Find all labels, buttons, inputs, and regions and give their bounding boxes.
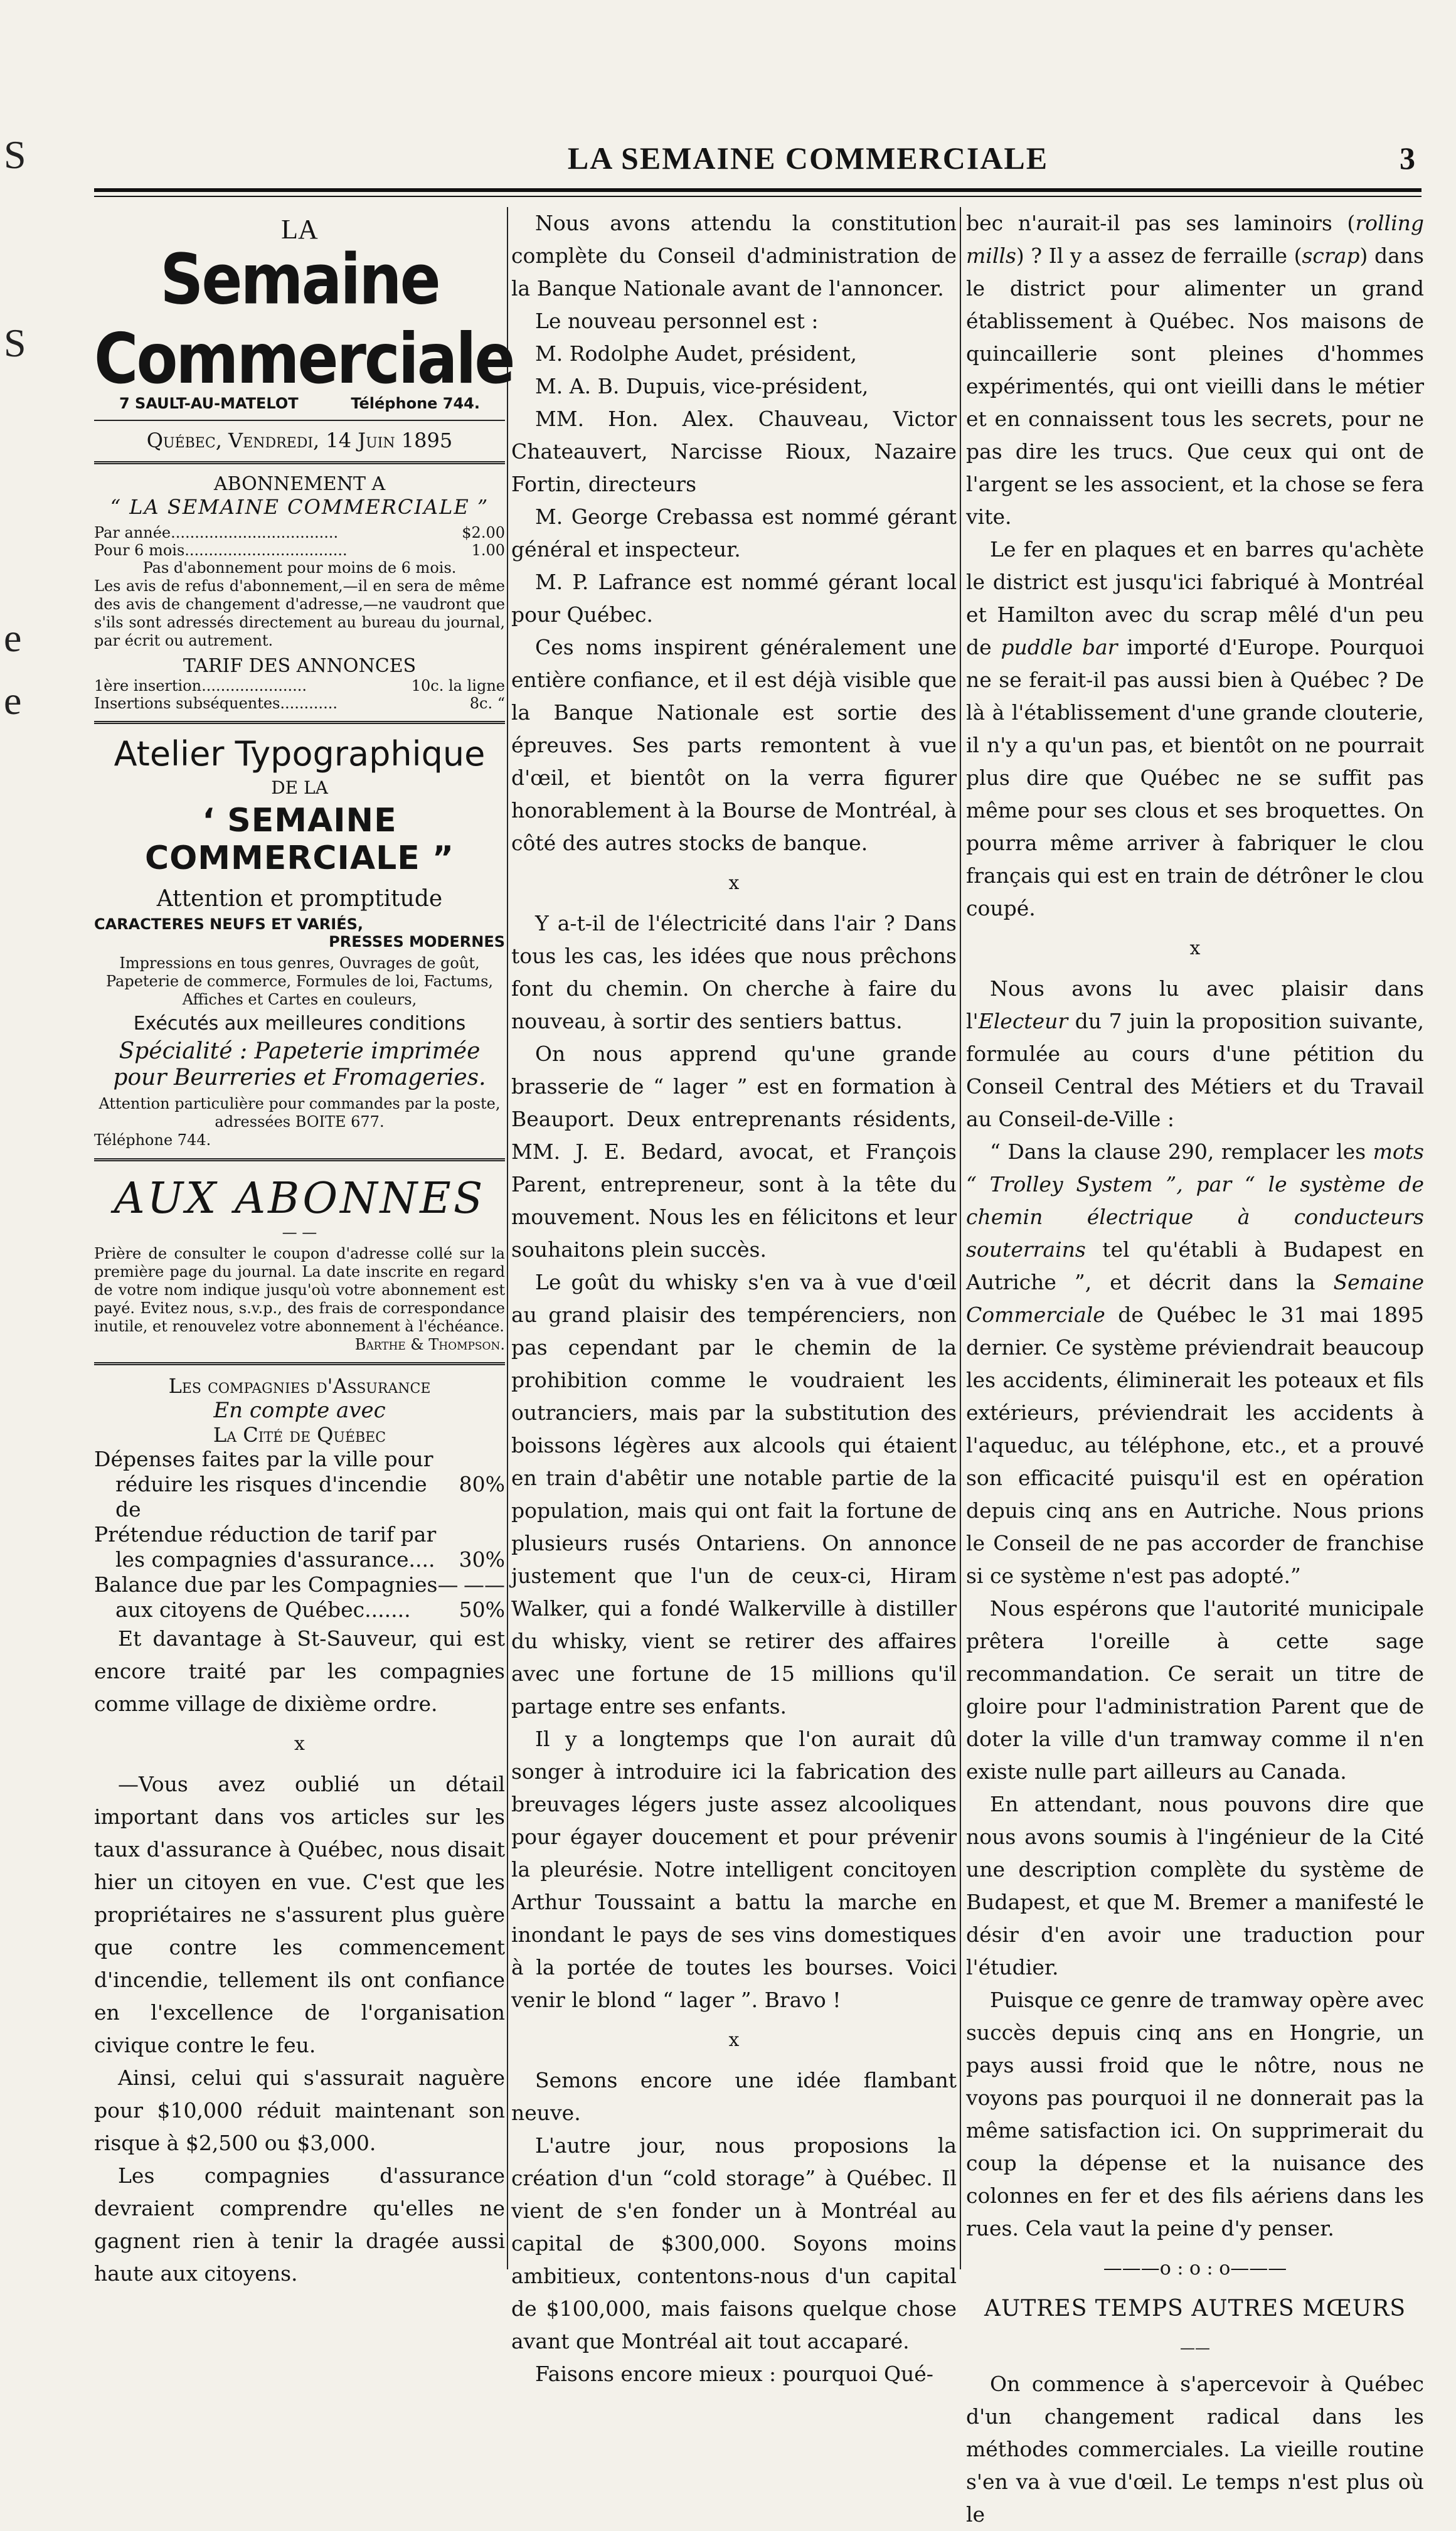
divider — [94, 461, 505, 464]
edge-mark-2: S — [4, 321, 26, 365]
divider — [94, 721, 505, 724]
column-left — [94, 207, 514, 2290]
divider — [94, 420, 505, 421]
aux-abonnes-text: Prière de consulter le coupon d'adresse collé sur la première page du journal. La date inscrite en regard de votre nom indique jusqu'où votre abonnement est payé. Evitez nous, s.v.p., des frais de correspondance inutile, et renouvelez votre abonnement à l'échéance. — [94, 1245, 505, 1335]
subscription-prices — [94, 524, 505, 559]
paragraph: Faisons encore mieux : pourquoi Qué- — [535, 2362, 933, 2386]
paragraph: On commence à s'apercevoir à Québec d'un changement radical dans les méthodes commerciales. La vieille routine s'en va à vue d'œil. Le temps n'est plus où le — [966, 2372, 1424, 2527]
paragraph: On nous apprend qu'une grande brasserie de “ lager ” est en formation à Beauport. Deux entreprenants résidents, MM. J. E. Bedard, avocat, et François Parent, entrepreneur, sont à la tête du mouvement. Nous les en félicitons et leur souhaitons plein succès. — [511, 1042, 957, 1262]
ad-rate-label: 1ère insertion...................... — [94, 677, 307, 695]
paragraph: Le goût du whisky s'en va à vue d'œil au grand plaisir des tempérenciers, non pas cependant par le chemin de la prohibition comme le voudraient les outranciers, mais par la substitution des boissons légères aux alcools qui étaient en train d'abêtir une notable partie de la population, mais qui ont fait la fortune de plusieurs rusés Ontariens. On annonce justement que l'un de ceux-ci, Hiram Walker, qui a fondé Walkerville à distiller du whisky, vient se retirer des affaires avec une fortune de 15 millions qu'il partage entre ses enfants. — [511, 1270, 957, 1718]
masthead-address: 7 SAULT-AU-MATELOT — [119, 395, 299, 412]
insurance-label: réduire les risques d'incendie de — [115, 1472, 427, 1521]
divider — [94, 1362, 505, 1365]
paragraph: M. George Crebassa est nommé gérant général et inspecteur. — [511, 504, 957, 562]
ad-rate-row — [94, 695, 505, 712]
paragraph: Nous espérons que l'autorité municipale prêtera l'oreille à cette sage recommandation. Ce serait un titre de gloire pour l'administration Parent que de doter la ville d'un tramway comme il n'en existe nulle part ailleurs au Canada. — [966, 1596, 1424, 1784]
separator-x: x — [728, 872, 740, 894]
price-value: $2.00 — [462, 524, 505, 541]
column-rule-1 — [507, 207, 508, 2269]
paragraph: Il y a longtemps que l'on aurait dû songer à introduire ici la fabrication des breuvages légers juste assez alcooliques pour égayer doucement et pour prévenir la pleurésie. Notre intelligent concitoyen Arthur Toussaint a battu la marche en inondant le pays de ses vins domestiques à la portée de toutes les bourses. Voici venir le blond “ lager ”. Bravo ! — [511, 1727, 957, 2012]
column-right — [966, 207, 1424, 2531]
paragraph: bec n'aurait-il pas ses laminoirs (rolling mills) ? Il y a assez de ferraille (scrap) dans le district pour alimenter un grand établissement à Québec. Nos maisons de quincaillerie sont pleines d'hommes expérimentés, qui ont vieilli dans le métier et en connaissent tous les secrets, pour ne pas dire les trucs. Que ceux qui ont de l'argent se les associent, et la chose se fera vite. — [966, 211, 1424, 529]
edge-mark-3: e — [4, 615, 22, 660]
atelier-impressions: Impressions en tous genres, Ouvrages de goût, Papeterie de commerce, Formules de loi, Factums, Affiches et Cartes en couleurs, — [105, 954, 494, 1008]
paragraph: M. P. Lafrance est nommé gérant local pour Québec. — [511, 570, 957, 627]
paragraph: Nous avons lu avec plaisir dans l'Electeur du 7 juin la proposition suivante, formulée au cours d'une pétition du Conseil Central des Métiers et du Travail au Conseil-de-Ville : — [966, 976, 1424, 1131]
paragraph: Les compagnies d'assurance devraient comprendre qu'elles ne gagnent rien à tenir la dragée aussi haute aux citoyens. — [94, 2163, 505, 2286]
insurance-row — [94, 1547, 505, 1572]
insurance-value: 50% — [459, 1597, 505, 1622]
page-title: LA SEMAINE COMMERCIALE — [567, 141, 1049, 176]
atelier-name: ‘ SEMAINE COMMERCIALE ” — [144, 802, 455, 877]
atelier-title: Atelier Typographique — [114, 734, 486, 774]
header-rule-thin — [94, 196, 1421, 197]
aux-abonnes-title: AUX ABONNES — [114, 1174, 486, 1223]
insurance-value — [461, 1522, 505, 1547]
paragraph: Semons encore une idée flambant neuve. — [511, 2068, 957, 2125]
paragraph: Nous avons attendu la constitution complète du Conseil d'administration de la Banque Nationale avant de l'annoncer. — [511, 211, 957, 301]
insurance-label: Prétendue réduction de tarif par — [94, 1522, 437, 1547]
subscription-journal: “ LA SEMAINE COMMERCIALE ” — [110, 495, 489, 519]
ad-rates-heading: TARIF DES ANNONCES — [183, 655, 417, 677]
paragraph: M. A. B. Dupuis, vice-président, — [535, 374, 869, 398]
paragraph: En attendant, nous pouvons dire que nous avons soumis à l'ingénieur de la Cité une description complète du système de Budapest, et que M. Bremer a manifesté le désir d'en avoir une traduction pour l'étudier. — [966, 1792, 1424, 1980]
insurance-row — [94, 1522, 505, 1547]
edge-mark-4: e — [4, 678, 22, 723]
paragraph: Ces noms inspirent généralement une entière confiance, et il est déjà visible que la Banque Nationale est sortie des épreuves. Ses parts remontent à vue d'œil, et bientôt on la verra figurer honorablement à la Bourse de Montréal, à côté des autres stocks de banque. — [511, 635, 957, 855]
insurance-label: les compagnies d'assurance.... — [115, 1547, 435, 1572]
insurance-city: La Cité de Québec — [213, 1423, 386, 1447]
column-middle — [511, 207, 957, 2390]
atelier-attention-note: Attention particulière pour commandes par la poste, adressées BOITE 677. — [98, 1095, 501, 1131]
subscription-note: Pas d'abonnement pour moins de 6 mois. — [142, 559, 457, 577]
atelier-de-la: DE LA — [271, 777, 328, 798]
insurance-value: —— — [464, 1572, 505, 1597]
divider — [94, 1158, 505, 1161]
insurance-row — [94, 1572, 505, 1597]
atelier-telephone: Téléphone 744. — [94, 1131, 211, 1149]
insurance-label: Balance due par les Compagnies— — [94, 1572, 459, 1597]
paragraph: —Vous avez oublié un détail important dans vos articles sur les taux d'assurance à Québec, nous disait hier un citoyen en vue. C'est que les propriétaires ne s'assurent plus guère que contre les commencement d'incendie, tellement ils ont confiance en l'excellence de l'organisation civique contre le feu. — [94, 1772, 505, 2057]
paragraph: Le fer en plaques et en barres qu'achète le district est jusqu'ici fabriqué à Montréal et Hamilton avec du scrap mêlé d'un peu de puddle bar importé d'Europe. Pourquoi ne se ferait-il pas aussi bien à Québec ? De là à l'établissement d'une grande clouterie, il n'y a qu'un pas, et bientôt on ne pourrait plus dire que Québec ne se suffit pas même pour ses clous et ses broquettes. On pourra même arriver à fabriquer le clou français qui est en train de détrôner le clou coupé. — [966, 537, 1424, 920]
paragraph: “ Dans la clause 290, remplacer les mots “ Trolley System ”, par “ le système de chemin électrique à conducteurs souterrains tel qu'établi à Budapest en Autriche ”, et décrit dans la Semaine Commerciale de Québec le 31 mai 1895 dernier. Ce système préviendrait beaucoup les accidents, éliminerait les poteaux et fils extérieurs, préviendrait les accidents à l'aqueduc, au téléphone, etc., et a prouvé son efficacité puisqu'il est en opération depuis cinq ans en Autriche. Nous prions le Conseil de ne pas accorder de franchise si ce système n'est pas adopté.” — [966, 1139, 1424, 1588]
ad-rate-row — [94, 677, 505, 695]
insurance-table — [94, 1447, 505, 1623]
dateline: Québec, Vendredi, 14 Juin 1895 — [146, 429, 453, 452]
insurance-value: 80% — [459, 1472, 506, 1496]
insurance-label: Dépenses faites par la ville pour — [94, 1447, 433, 1471]
subscription-heading: ABONNEMENT A — [213, 473, 386, 495]
paragraph: Et davantage à St-Sauveur, qui est encore traité par les compagnies comme village de dixième ordre. — [94, 1626, 505, 1716]
section-divider: ———o : o : o——— — [1103, 2257, 1287, 2279]
price-label: Par année................................... — [94, 524, 339, 541]
atelier-executes: Exécutés aux meilleures conditions — [133, 1013, 466, 1035]
price-row — [94, 541, 505, 559]
running-head — [94, 129, 1421, 185]
edge-mark-1: S — [4, 132, 26, 177]
masthead-la: LA — [281, 214, 318, 245]
heading-dash: —— — [1180, 2339, 1210, 2357]
paragraph: MM. Hon. Alex. Chauveau, Victor Chateauvert, Narcisse Rioux, Nazaire Fortin, directeurs — [511, 407, 957, 496]
separator-x: x — [728, 2029, 740, 2051]
atelier-specialite: Spécialité : Papeterie imprimée pour Beurreries et Fromageries. — [113, 1038, 486, 1090]
price-row — [94, 524, 505, 541]
insurance-row — [94, 1472, 505, 1522]
paragraph: M. Rodolphe Audet, président, — [535, 341, 857, 366]
ad-rate-price: 8c. “ — [469, 695, 505, 712]
insurance-row — [94, 1597, 505, 1623]
separator-x: x — [1189, 937, 1201, 959]
subscription-notes — [94, 559, 505, 650]
aux-abonnes-signature: Barthe & Thompson. — [354, 1336, 505, 1353]
masthead-title: Semaine Commerciale — [94, 239, 514, 400]
header-rule — [94, 188, 1421, 192]
insurance-value: 30% — [459, 1547, 505, 1572]
insurance-subtitle: En compte avec — [213, 1398, 386, 1423]
column-rule-2 — [960, 207, 961, 2269]
page-number: 3 — [1400, 141, 1415, 176]
separator-x: x — [294, 1733, 305, 1755]
subscription-note: Les avis de refus d'abonnement,—il en sera de même des avis de changement d'adresse,—ne vaudront que s'ils sont adressés directement au bureau du journal, par écrit ou autrement. — [94, 577, 505, 649]
atelier-attention: Attention et promptitude — [156, 886, 443, 912]
aux-abonnes-dash: — — — [282, 1223, 317, 1241]
insurance-row — [94, 1447, 505, 1472]
price-label: Pour 6 mois.................................. — [94, 541, 348, 559]
masthead-phone: Téléphone 744. — [351, 395, 480, 412]
insurance-text — [94, 1623, 505, 2290]
paragraph: L'autre jour, nous proposions la création d'un “cold storage” à Québec. Il vient de s'en fonder un à Montréal au capital de $300,000. Soyons moins ambitieux, contentons-nous d'un capital de $100,000, mais faisons quelque chose avant que Montréal ait tout accaparé. — [511, 2133, 957, 2353]
price-value: 1.00 — [471, 541, 505, 559]
atelier-caracteres: CARACTERES NEUFS ET VARIÉS, — [94, 915, 363, 933]
paragraph: Y a-t-il de l'électricité dans l'air ? Dans tous les cas, les idées que nous prêchons font du chemin. On cherche à faire du nouveau, à sortir des sentiers battus. — [511, 911, 957, 1033]
insurance-label: aux citoyens de Québec....... — [115, 1597, 411, 1622]
paragraph: Le nouveau personnel est : — [535, 309, 819, 333]
paragraph: Puisque ce genre de tramway opère avec succès depuis cinq ans en Hongrie, un pays aussi froid que le nôtre, nous ne voyons pas pourquoi il ne donnerait pas la même satisfaction ici. On supprimerait du coup la dépense et la nuisance des colonnes en fer et des fils aériens dans les rues. Cela vaut la peine d'y penser. — [966, 1988, 1424, 2241]
ad-rate-label: Insertions subséquentes............ — [94, 695, 337, 712]
insurance-title: Les compagnies d'Assurance — [168, 1374, 431, 1398]
insurance-value — [461, 1447, 505, 1472]
ad-rate-price: 10c. la ligne — [411, 677, 505, 695]
paragraph: Ainsi, celui qui s'assurait naguère pour $10,000 réduit maintenant son risque à $2,500 ou $3,000. — [94, 2065, 505, 2155]
section-heading: AUTRES TEMPS AUTRES MŒURS — [984, 2296, 1406, 2321]
atelier-presses: PRESSES MODERNES — [329, 933, 505, 951]
